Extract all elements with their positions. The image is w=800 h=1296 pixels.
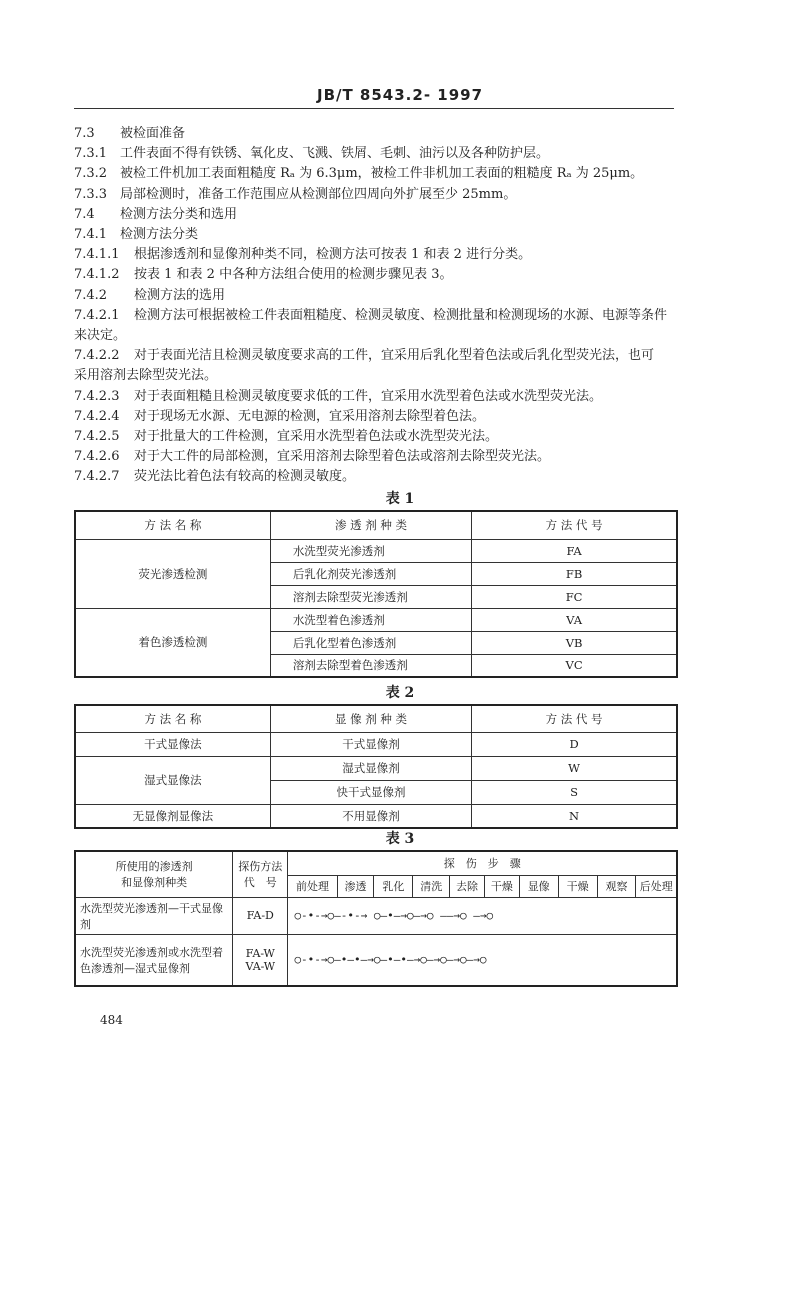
method-name-cell: 着色渗透检测 [75,608,270,677]
method-code-cell: FA-D [233,897,288,934]
table-header: 显 像 剂 种 类 [270,705,471,732]
clause-number: 7.4.1 [74,227,108,243]
table-3 [74,850,678,987]
penetrant-cell: 水洗型荧光渗透剂 [270,539,471,562]
clause-line [74,306,684,326]
clause-line [74,265,684,285]
clause-number: 7.4.2.2 [74,348,120,364]
clause-text: 工件表面不得有铁锈、氧化皮、飞溅、铁屑、毛刺、油污以及各种防护层。 [120,146,550,162]
header-line: 代 号 [243,876,277,890]
clause-line [74,447,684,467]
clause-line [74,286,684,306]
clause-line [74,387,684,407]
clause-text: 采用溶剂去除型荧光法。 [74,368,218,384]
clause-line [74,225,684,245]
clause-number: 7.4.2 [74,287,108,303]
clause-number: 7.4.2.7 [74,469,120,485]
step-header: 清洗 [413,875,450,897]
code-cell: FA [472,539,677,562]
table-header [75,851,233,897]
clause-number: 7.4.2.5 [74,429,120,445]
clause-number: 7.4.2.1 [74,307,120,323]
clause-text: 荧光法比着色法有较高的检测灵敏度。 [134,469,356,485]
clause-line [74,407,684,427]
table-2-caption: 表 2 [385,685,415,701]
step-header: 去除 [450,875,485,897]
clause-text: 局部检测时，准备工作范围应从检测部位四周向外扩展至少 25mm。 [120,186,517,202]
clause-text: 被检面准备 [120,126,186,141]
clause-number: 7.4.2.6 [74,449,120,465]
code-cell: FB [472,562,677,585]
penetrant-cell: 溶剂去除型着色渗透剂 [270,654,471,677]
clause-number: 7.3.3 [74,186,108,202]
code-cell: N [472,804,677,828]
code-cell: D [472,732,677,756]
clause-line [74,144,684,164]
penetrant-cell: 后乳化剂荧光渗透剂 [270,562,471,585]
step-flow [288,934,677,986]
method-code-cell: FA-W VA-W [233,934,288,986]
clause-text: 根据渗透剂和显像剂种类不同，检测方法可按表 1 和表 2 进行分类。 [134,247,532,263]
clause-line [74,427,684,447]
page-number: 484 [100,1013,123,1027]
document-header: JB/T 8543.2- 1997 [316,86,484,104]
code-cell: VB [472,631,677,654]
table-1-caption: 表 1 [385,491,415,507]
clause-text: 对于表面粗糙且检测灵敏度要求低的工件，宜采用水洗型着色法或水洗型荧光法。 [134,388,603,404]
step-header: 前处理 [288,875,337,897]
step-header: 显像 [519,875,558,897]
clause-line [74,124,684,144]
table-header: 方 法 代 号 [472,705,677,732]
developer-cell: 不用显像剂 [270,804,471,828]
clause-number: 7.4.2.3 [74,388,120,404]
clause-text: 对于现场无水源、无电源的检测，宜采用溶剂去除型着色法。 [134,408,486,424]
table-header: 方 法 名 称 [75,511,270,539]
table-header: 方 法 名 称 [75,705,270,732]
table-1 [74,510,678,678]
agent-kind-cell: 水洗型荧光渗透剂—干式显像剂 [75,897,233,934]
header-line: 和显像剂种类 [121,876,188,890]
clause-line [74,185,684,205]
clause-number: 7.3.2 [74,166,108,182]
table-header: 方 法 代 号 [472,511,677,539]
step-flow [288,897,677,934]
table-2 [74,704,678,829]
clause-text: 对于大工件的局部检测，宜采用溶剂去除型着色法或溶剂去除型荧光法。 [134,449,551,465]
method-name-cell: 干式显像法 [75,732,270,756]
clause-text [74,124,684,488]
clause-line [74,326,684,346]
clause-line [74,205,684,225]
header-line: 探伤方法 [238,860,283,874]
clause-text: 被检工件机加工表面粗糙度 Rₐ 为 6.3μm，被检工件非机加工表面的粗糙度 Rₐ 为 25μm。 [120,166,644,182]
penetrant-cell: 溶剂去除型荧光渗透剂 [270,585,471,608]
step-header: 乳化 [374,875,413,897]
code-cell: VC [472,654,677,677]
clause-number: 7.4 [74,206,95,222]
clause-text: 对于表面光洁且检测灵敏度要求高的工件，宜采用后乳化型着色法或后乳化型荧光法，也可 [134,348,655,364]
step-header: 后处理 [636,875,677,897]
method-name-cell: 湿式显像法 [75,756,270,804]
clause-text: 检测方法可根据被检工件表面粗糙度、检测灵敏度、检测批量和检测现场的水源、电源等条件 [134,307,668,323]
code-cell: W [472,756,677,780]
developer-cell: 湿式显像剂 [270,756,471,780]
table-header: 探 伤 步 骤 [288,851,677,875]
penetrant-cell: 水洗型着色渗透剂 [270,608,471,631]
code-cell: S [472,780,677,804]
clause-number: 7.4.1.1 [74,247,120,263]
developer-cell: 干式显像剂 [270,732,471,756]
clause-text: 来决定。 [74,328,127,344]
clause-line [74,245,684,265]
step-header: 渗透 [337,875,374,897]
code-cell: VA [472,608,677,631]
clause-text: 检测方法分类和选用 [120,206,238,222]
step-header: 观察 [597,875,636,897]
clause-line [74,164,684,184]
clause-line [74,346,684,366]
penetrant-cell: 后乳化型着色渗透剂 [270,631,471,654]
clause-text: 按表 1 和表 2 中各种方法组合使用的检测步骤见表 3。 [134,267,453,283]
clause-text: 对于批量大的工件检测，宜采用水洗型着色法或水洗型荧光法。 [134,429,499,445]
clause-number: 7.4.2.4 [74,408,120,424]
method-name-cell: 荧光渗透检测 [75,539,270,608]
clause-text: 检测方法的选用 [134,287,226,303]
code-cell: FC [472,585,677,608]
clause-number: 7.3 [74,126,95,141]
clause-number: 7.3.1 [74,146,108,162]
table-3-caption: 表 3 [385,831,415,847]
clause-text: 检测方法分类 [120,227,199,243]
header-rule [74,108,674,109]
table-header: 渗 透 剂 种 类 [270,511,471,539]
agent-kind-cell: 水洗型荧光渗透剂或水洗型着色渗透剂—湿式显像剂 [75,934,233,986]
step-flow-text: ○-•-→○—•—•—→○—•—•—→○—→○—→○—→○ [294,953,487,967]
clause-number: 7.4.1.2 [74,267,120,283]
clause-line [74,366,684,386]
step-flow-text: ○-•-→○—-•-→ ○—•—→○—→○ ——→○ —→○ [294,909,494,922]
developer-cell: 快干式显像剂 [270,780,471,804]
step-header: 干燥 [484,875,519,897]
header-line: 所使用的渗透剂 [115,860,193,874]
clause-line [74,467,684,487]
method-name-cell: 无显像剂显像法 [75,804,270,828]
table-header [233,851,288,897]
step-header: 干燥 [558,875,597,897]
